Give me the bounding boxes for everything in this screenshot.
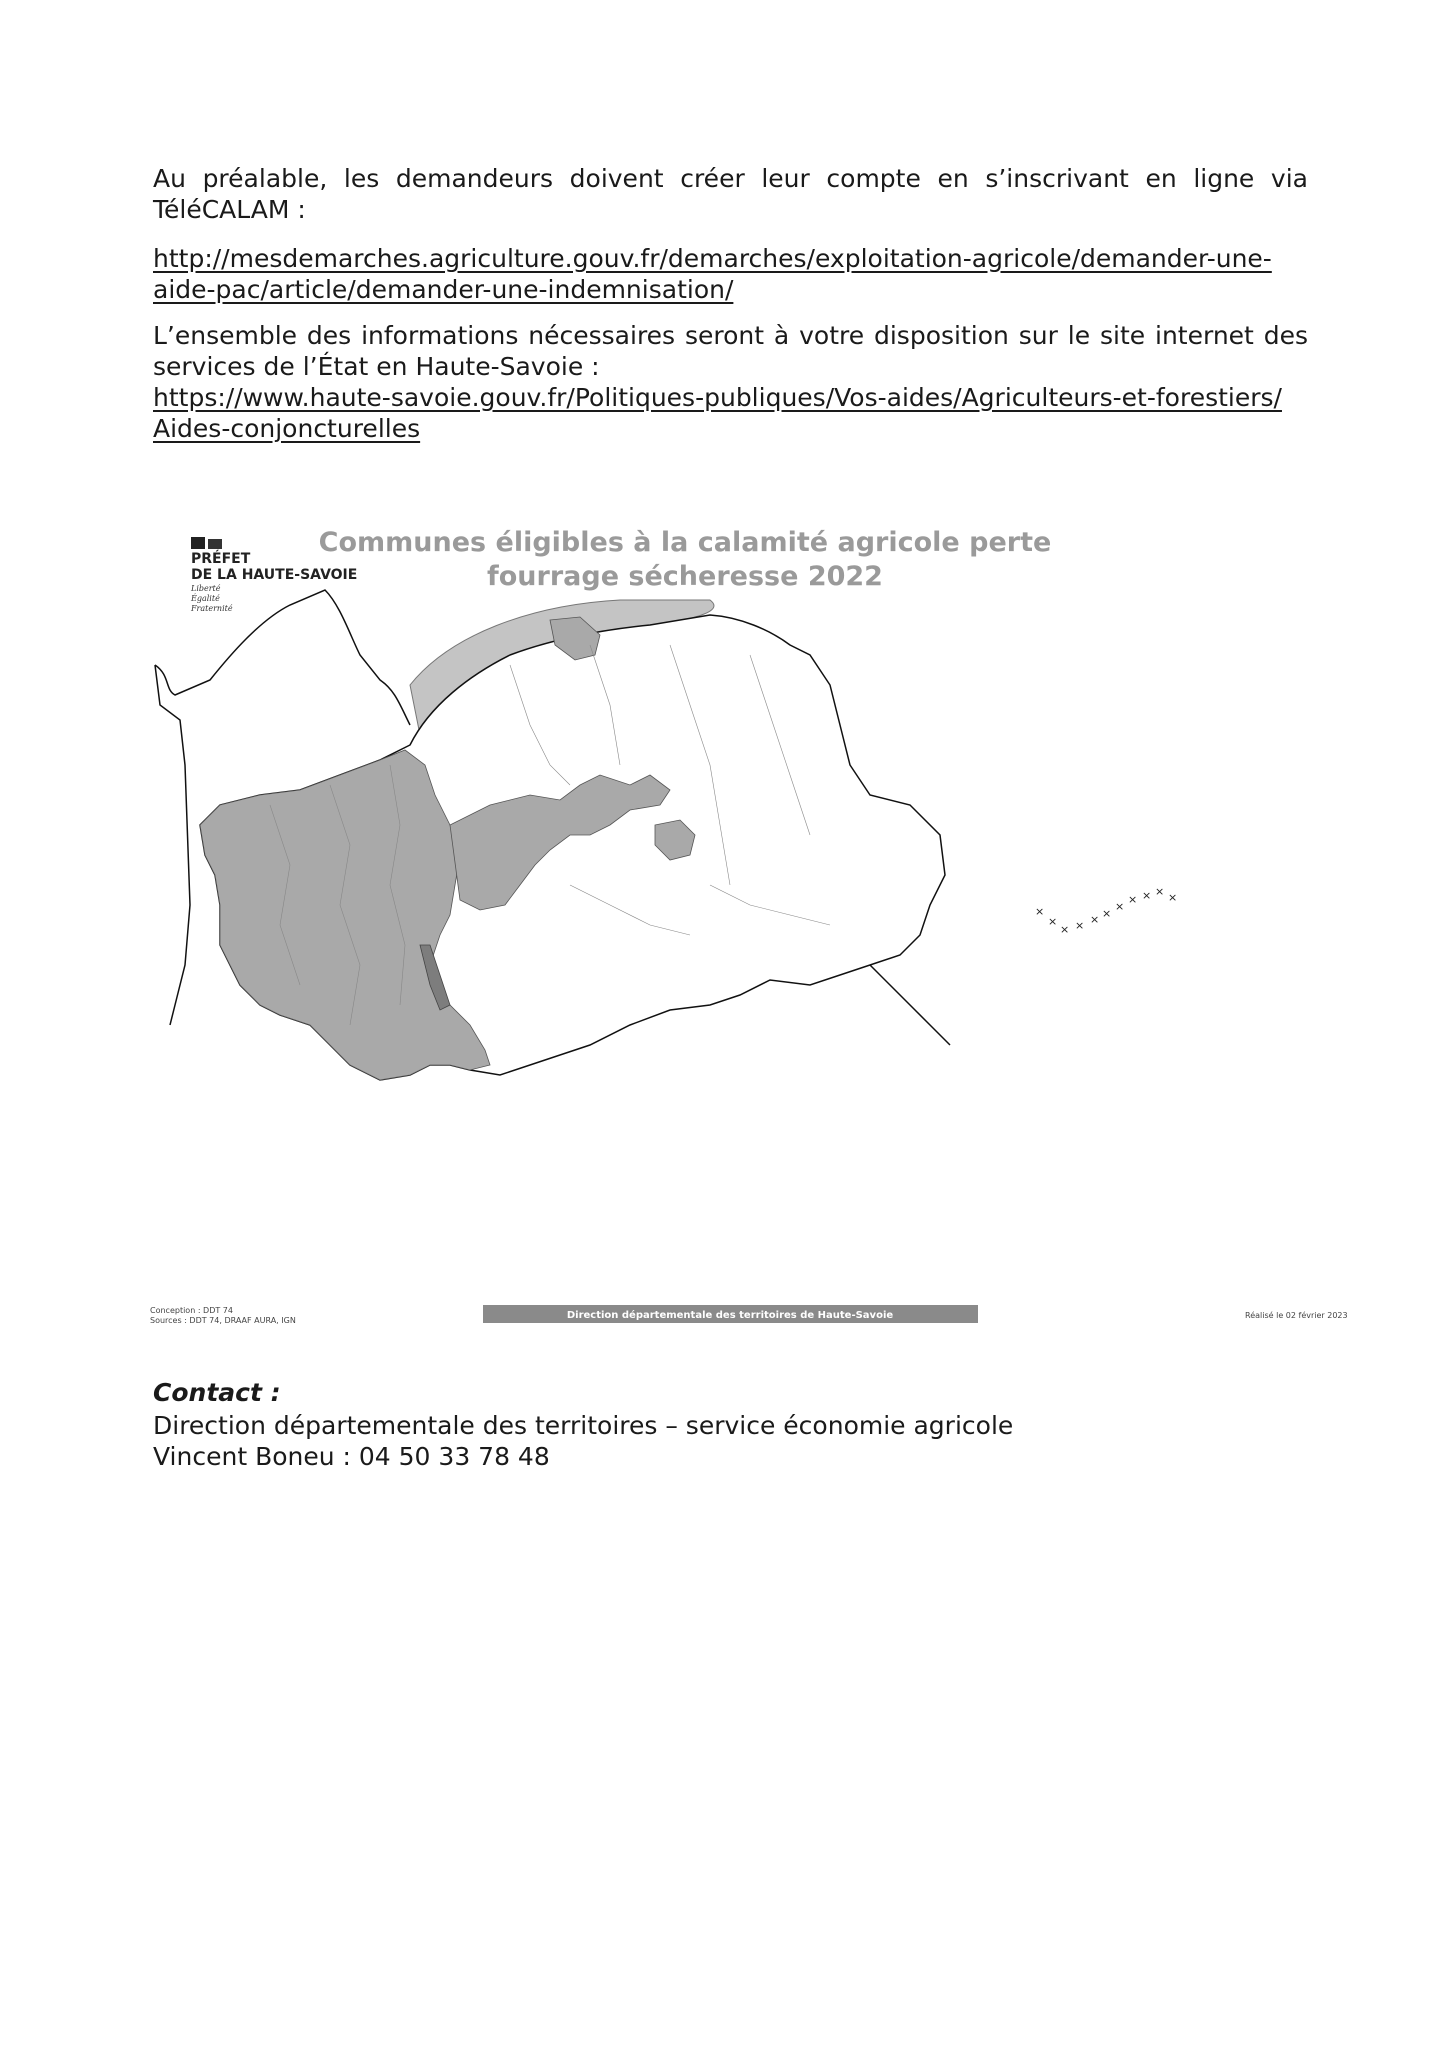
cross-mark: × — [1075, 919, 1085, 932]
logo-motto-3: Fraternité — [191, 604, 233, 613]
info-line-1: L’ensemble des informations nécessaires seront à votre disposition sur le site internet des — [153, 321, 1308, 350]
map-conception: Conception : DDT 74 — [150, 1306, 233, 1315]
telecalam-link[interactable] — [153, 243, 1308, 305]
logo-line-2: DE LA HAUTE-SAVOIE — [191, 567, 358, 583]
logo-flag-block — [208, 539, 222, 549]
prefecture-link[interactable] — [153, 382, 1308, 444]
telecalam-link-line-1[interactable]: http://mesdemarches.agriculture.gouv.fr/demarches/exploitation-agricole/demander-une- — [153, 244, 1272, 273]
cross-mark: × — [1128, 893, 1138, 906]
logo-marianne-block — [191, 537, 205, 549]
intro-line-2: TéléCALAM : — [153, 195, 306, 224]
info-paragraph — [153, 320, 1308, 382]
cross-mark: × — [1035, 905, 1045, 918]
southeast-border — [870, 965, 950, 1045]
cross-mark: × — [1060, 923, 1070, 936]
cross-mark: × — [1142, 889, 1152, 902]
cross-mark: × — [1090, 913, 1100, 926]
prefecture-link-line-1[interactable]: https://www.haute-savoie.gouv.fr/Politiques-publiques/Vos-aides/Agriculteurs-et-forestiers/ — [153, 383, 1282, 412]
logo-line-1: PRÉFET — [191, 551, 251, 567]
cross-mark: × — [1048, 915, 1058, 928]
telecalam-link-line-2[interactable]: aide-pac/article/demander-une-indemnisation/ — [153, 275, 734, 304]
eligible-communes-map — [150, 505, 1348, 1350]
map-title-line-2: fourrage sécheresse 2022 — [487, 561, 883, 592]
cross-mark: × — [1155, 885, 1165, 898]
info-line-2: services de l’État en Haute-Savoie : — [153, 352, 600, 381]
map-title-line-1: Communes éligibles à la calamité agricole perte — [318, 527, 1052, 558]
prefecture-link-line-2[interactable]: Aides-conjoncturelles — [153, 414, 421, 443]
italian-border-crosses — [1035, 885, 1177, 936]
contact-person-phone: Vincent Boneu : 04 50 33 78 48 — [153, 1442, 550, 1471]
cross-mark: × — [1102, 907, 1112, 920]
western-border — [155, 665, 190, 1025]
intro-paragraph — [153, 163, 1308, 225]
map-banner-text: Direction départementale des territoires de Haute-Savoie — [566, 1310, 894, 1321]
contact-service: Direction départementale des territoires – service économie agricole — [153, 1411, 1014, 1440]
cross-mark: × — [1115, 900, 1125, 913]
logo-motto-2: Égalité — [191, 594, 220, 603]
intro-line-1: Au préalable, les demandeurs doivent créer leur compte en s’inscrivant en ligne via — [153, 164, 1308, 193]
logo-motto-1: Liberté — [191, 584, 221, 593]
contact-title: Contact : — [153, 1378, 281, 1407]
cross-mark: × — [1168, 891, 1178, 904]
map-sources: Sources : DDT 74, DRAAF AURA, IGN — [150, 1316, 296, 1325]
map-realised-date: Réalisé le 02 février 2023 — [1245, 1311, 1348, 1320]
